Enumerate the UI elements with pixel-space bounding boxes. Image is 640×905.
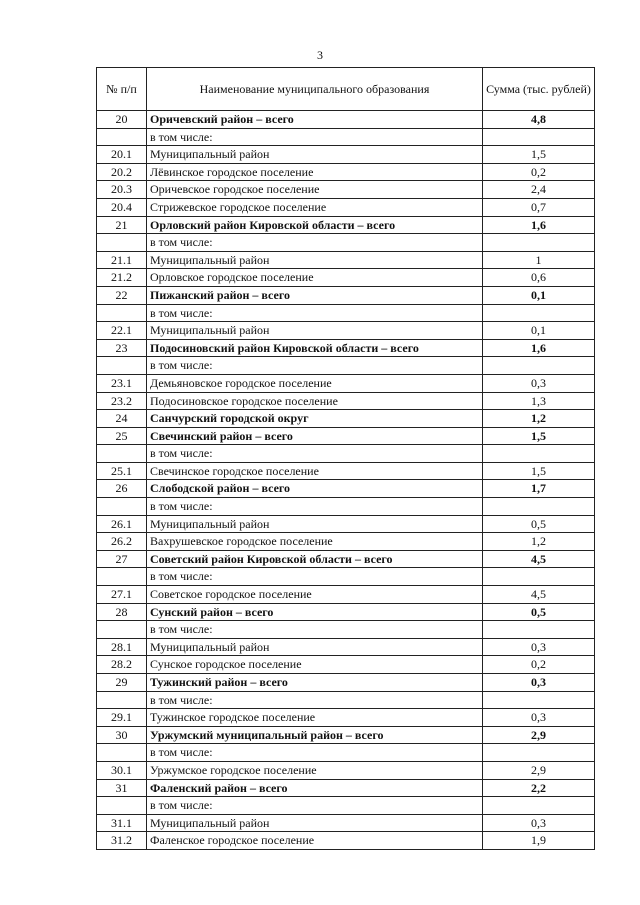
table-row (97, 163, 595, 181)
row-sum: 0,3 (483, 709, 595, 727)
table-row-total (97, 216, 595, 234)
table-row (97, 709, 595, 727)
table-body (97, 111, 595, 850)
row-sum (483, 744, 595, 762)
row-number (97, 234, 147, 252)
table-row (97, 181, 595, 199)
row-name: Оричевское городское поселение (147, 181, 483, 199)
row-sum: 0,5 (483, 603, 595, 621)
row-sum: 2,9 (483, 726, 595, 744)
row-number (97, 744, 147, 762)
header-sum: Сумма (тыс. рублей) (483, 68, 595, 111)
table-row-total (97, 726, 595, 744)
row-name: Санчурский городской округ (147, 410, 483, 428)
table-row-total (97, 339, 595, 357)
row-name: в том числе: (147, 128, 483, 146)
row-number: 21.1 (97, 251, 147, 269)
table-row (97, 146, 595, 164)
row-name: Муниципальный район (147, 322, 483, 340)
row-name: Советский район Кировской области – всего (147, 550, 483, 568)
row-sum: 0,6 (483, 269, 595, 287)
row-sum: 4,8 (483, 111, 595, 129)
row-name: Вахрушевское городское поселение (147, 533, 483, 551)
row-number: 22.1 (97, 322, 147, 340)
row-name: в том числе: (147, 568, 483, 586)
row-name: Пижанский район – всего (147, 286, 483, 304)
row-number: 23.1 (97, 374, 147, 392)
row-number: 27.1 (97, 586, 147, 604)
table-row-total (97, 674, 595, 692)
row-number: 31.1 (97, 814, 147, 832)
table-row-total (97, 480, 595, 498)
row-number: 30.1 (97, 761, 147, 779)
row-name: Муниципальный район (147, 638, 483, 656)
row-name: Орловский район Кировской области – всего (147, 216, 483, 234)
row-sum: 4,5 (483, 586, 595, 604)
row-name: Муниципальный район (147, 515, 483, 533)
row-sum: 1,2 (483, 533, 595, 551)
row-number: 20.4 (97, 198, 147, 216)
row-name: Свечинское городское поселение (147, 462, 483, 480)
row-sum (483, 691, 595, 709)
row-number: 23 (97, 339, 147, 357)
row-number: 28.2 (97, 656, 147, 674)
row-sum: 1 (483, 251, 595, 269)
row-number: 22 (97, 286, 147, 304)
row-number: 31.2 (97, 832, 147, 850)
row-number: 25 (97, 427, 147, 445)
table-row (97, 797, 595, 815)
row-name: в том числе: (147, 498, 483, 516)
row-number: 20 (97, 111, 147, 129)
row-sum: 0,3 (483, 374, 595, 392)
row-number: 26.1 (97, 515, 147, 533)
row-name: Фаленский район – всего (147, 779, 483, 797)
row-number: 23.2 (97, 392, 147, 410)
row-number (97, 445, 147, 463)
row-sum: 1,3 (483, 392, 595, 410)
row-number: 25.1 (97, 462, 147, 480)
row-sum (483, 304, 595, 322)
page-number: 3 (317, 48, 323, 62)
row-number (97, 691, 147, 709)
row-name: Уржумский муниципальный район – всего (147, 726, 483, 744)
table-header-row (97, 68, 595, 111)
table-row (97, 445, 595, 463)
table-row-total (97, 111, 595, 129)
row-sum: 0,2 (483, 163, 595, 181)
row-number: 26.2 (97, 533, 147, 551)
row-name: Орловское городское поселение (147, 269, 483, 287)
table-row (97, 269, 595, 287)
row-sum: 1,6 (483, 216, 595, 234)
row-name: Сунское городское поселение (147, 656, 483, 674)
row-number: 20.2 (97, 163, 147, 181)
row-sum: 0,7 (483, 198, 595, 216)
row-name: Стрижевское городское поселение (147, 198, 483, 216)
row-name: в том числе: (147, 445, 483, 463)
row-number: 21.2 (97, 269, 147, 287)
row-name: в том числе: (147, 797, 483, 815)
table-row (97, 357, 595, 375)
row-number: 31 (97, 779, 147, 797)
row-name: Оричевский район – всего (147, 111, 483, 129)
row-name: Свечинский район – всего (147, 427, 483, 445)
row-sum: 1,7 (483, 480, 595, 498)
row-name: Муниципальный район (147, 814, 483, 832)
row-name: в том числе: (147, 691, 483, 709)
header-name: Наименование муниципального образования (147, 68, 483, 111)
table-row (97, 198, 595, 216)
table-row (97, 128, 595, 146)
table-row (97, 761, 595, 779)
table-row (97, 392, 595, 410)
table-row (97, 234, 595, 252)
table-row (97, 586, 595, 604)
row-name: Подосиновское городское поселение (147, 392, 483, 410)
row-name: Тужинское городское поселение (147, 709, 483, 727)
row-name: Тужинский район – всего (147, 674, 483, 692)
table-row-total (97, 427, 595, 445)
row-name: Муниципальный район (147, 146, 483, 164)
table-row (97, 691, 595, 709)
row-name: Фаленское городское поселение (147, 832, 483, 850)
table-row (97, 656, 595, 674)
row-sum (483, 498, 595, 516)
row-sum: 0,3 (483, 638, 595, 656)
row-sum (483, 234, 595, 252)
row-number: 28.1 (97, 638, 147, 656)
row-number: 21 (97, 216, 147, 234)
header-number: № п/п (97, 68, 147, 111)
table-row (97, 832, 595, 850)
table-row (97, 533, 595, 551)
row-name: в том числе: (147, 304, 483, 322)
row-name: Уржумское городское поселение (147, 761, 483, 779)
table-row (97, 814, 595, 832)
row-name: в том числе: (147, 621, 483, 639)
row-sum: 2,4 (483, 181, 595, 199)
row-sum: 0,1 (483, 286, 595, 304)
row-name: в том числе: (147, 234, 483, 252)
row-name: в том числе: (147, 744, 483, 762)
row-name: Советское городское поселение (147, 586, 483, 604)
row-sum: 1,5 (483, 462, 595, 480)
row-number (97, 357, 147, 375)
row-sum (483, 568, 595, 586)
table-row (97, 498, 595, 516)
row-sum (483, 357, 595, 375)
row-name: Слободской район – всего (147, 480, 483, 498)
table-row-total (97, 779, 595, 797)
row-sum (483, 445, 595, 463)
table-row (97, 621, 595, 639)
row-number (97, 304, 147, 322)
row-sum: 4,5 (483, 550, 595, 568)
row-sum (483, 621, 595, 639)
row-sum: 0,5 (483, 515, 595, 533)
row-number: 29.1 (97, 709, 147, 727)
table-row (97, 638, 595, 656)
row-number (97, 568, 147, 586)
row-name: Демьяновское городское поселение (147, 374, 483, 392)
municipal-sums-table (96, 67, 595, 850)
table-row (97, 251, 595, 269)
table-row (97, 515, 595, 533)
row-name: Муниципальный район (147, 251, 483, 269)
table-row (97, 462, 595, 480)
row-number: 26 (97, 480, 147, 498)
row-number: 30 (97, 726, 147, 744)
row-number: 24 (97, 410, 147, 428)
row-number (97, 498, 147, 516)
row-name: в том числе: (147, 357, 483, 375)
table-row (97, 744, 595, 762)
row-sum: 0,1 (483, 322, 595, 340)
table-row (97, 322, 595, 340)
table-row (97, 304, 595, 322)
table-row-total (97, 550, 595, 568)
table-row (97, 374, 595, 392)
row-sum (483, 128, 595, 146)
row-sum: 1,5 (483, 146, 595, 164)
row-sum (483, 797, 595, 815)
row-name: Сунский район – всего (147, 603, 483, 621)
row-number: 20.1 (97, 146, 147, 164)
table-row-total (97, 603, 595, 621)
row-number: 20.3 (97, 181, 147, 199)
row-sum: 1,6 (483, 339, 595, 357)
row-sum: 0,2 (483, 656, 595, 674)
row-sum: 2,2 (483, 779, 595, 797)
row-number (97, 128, 147, 146)
row-sum: 1,2 (483, 410, 595, 428)
row-sum: 0,3 (483, 674, 595, 692)
row-number (97, 797, 147, 815)
row-sum: 1,9 (483, 832, 595, 850)
row-sum: 0,3 (483, 814, 595, 832)
row-name: Лёвинское городское поселение (147, 163, 483, 181)
row-sum: 1,5 (483, 427, 595, 445)
row-number: 27 (97, 550, 147, 568)
table-row (97, 568, 595, 586)
row-number: 29 (97, 674, 147, 692)
row-number: 28 (97, 603, 147, 621)
row-sum: 2,9 (483, 761, 595, 779)
table-row-total (97, 286, 595, 304)
row-name: Подосиновский район Кировской области – всего (147, 339, 483, 357)
table-row-total (97, 410, 595, 428)
row-number (97, 621, 147, 639)
